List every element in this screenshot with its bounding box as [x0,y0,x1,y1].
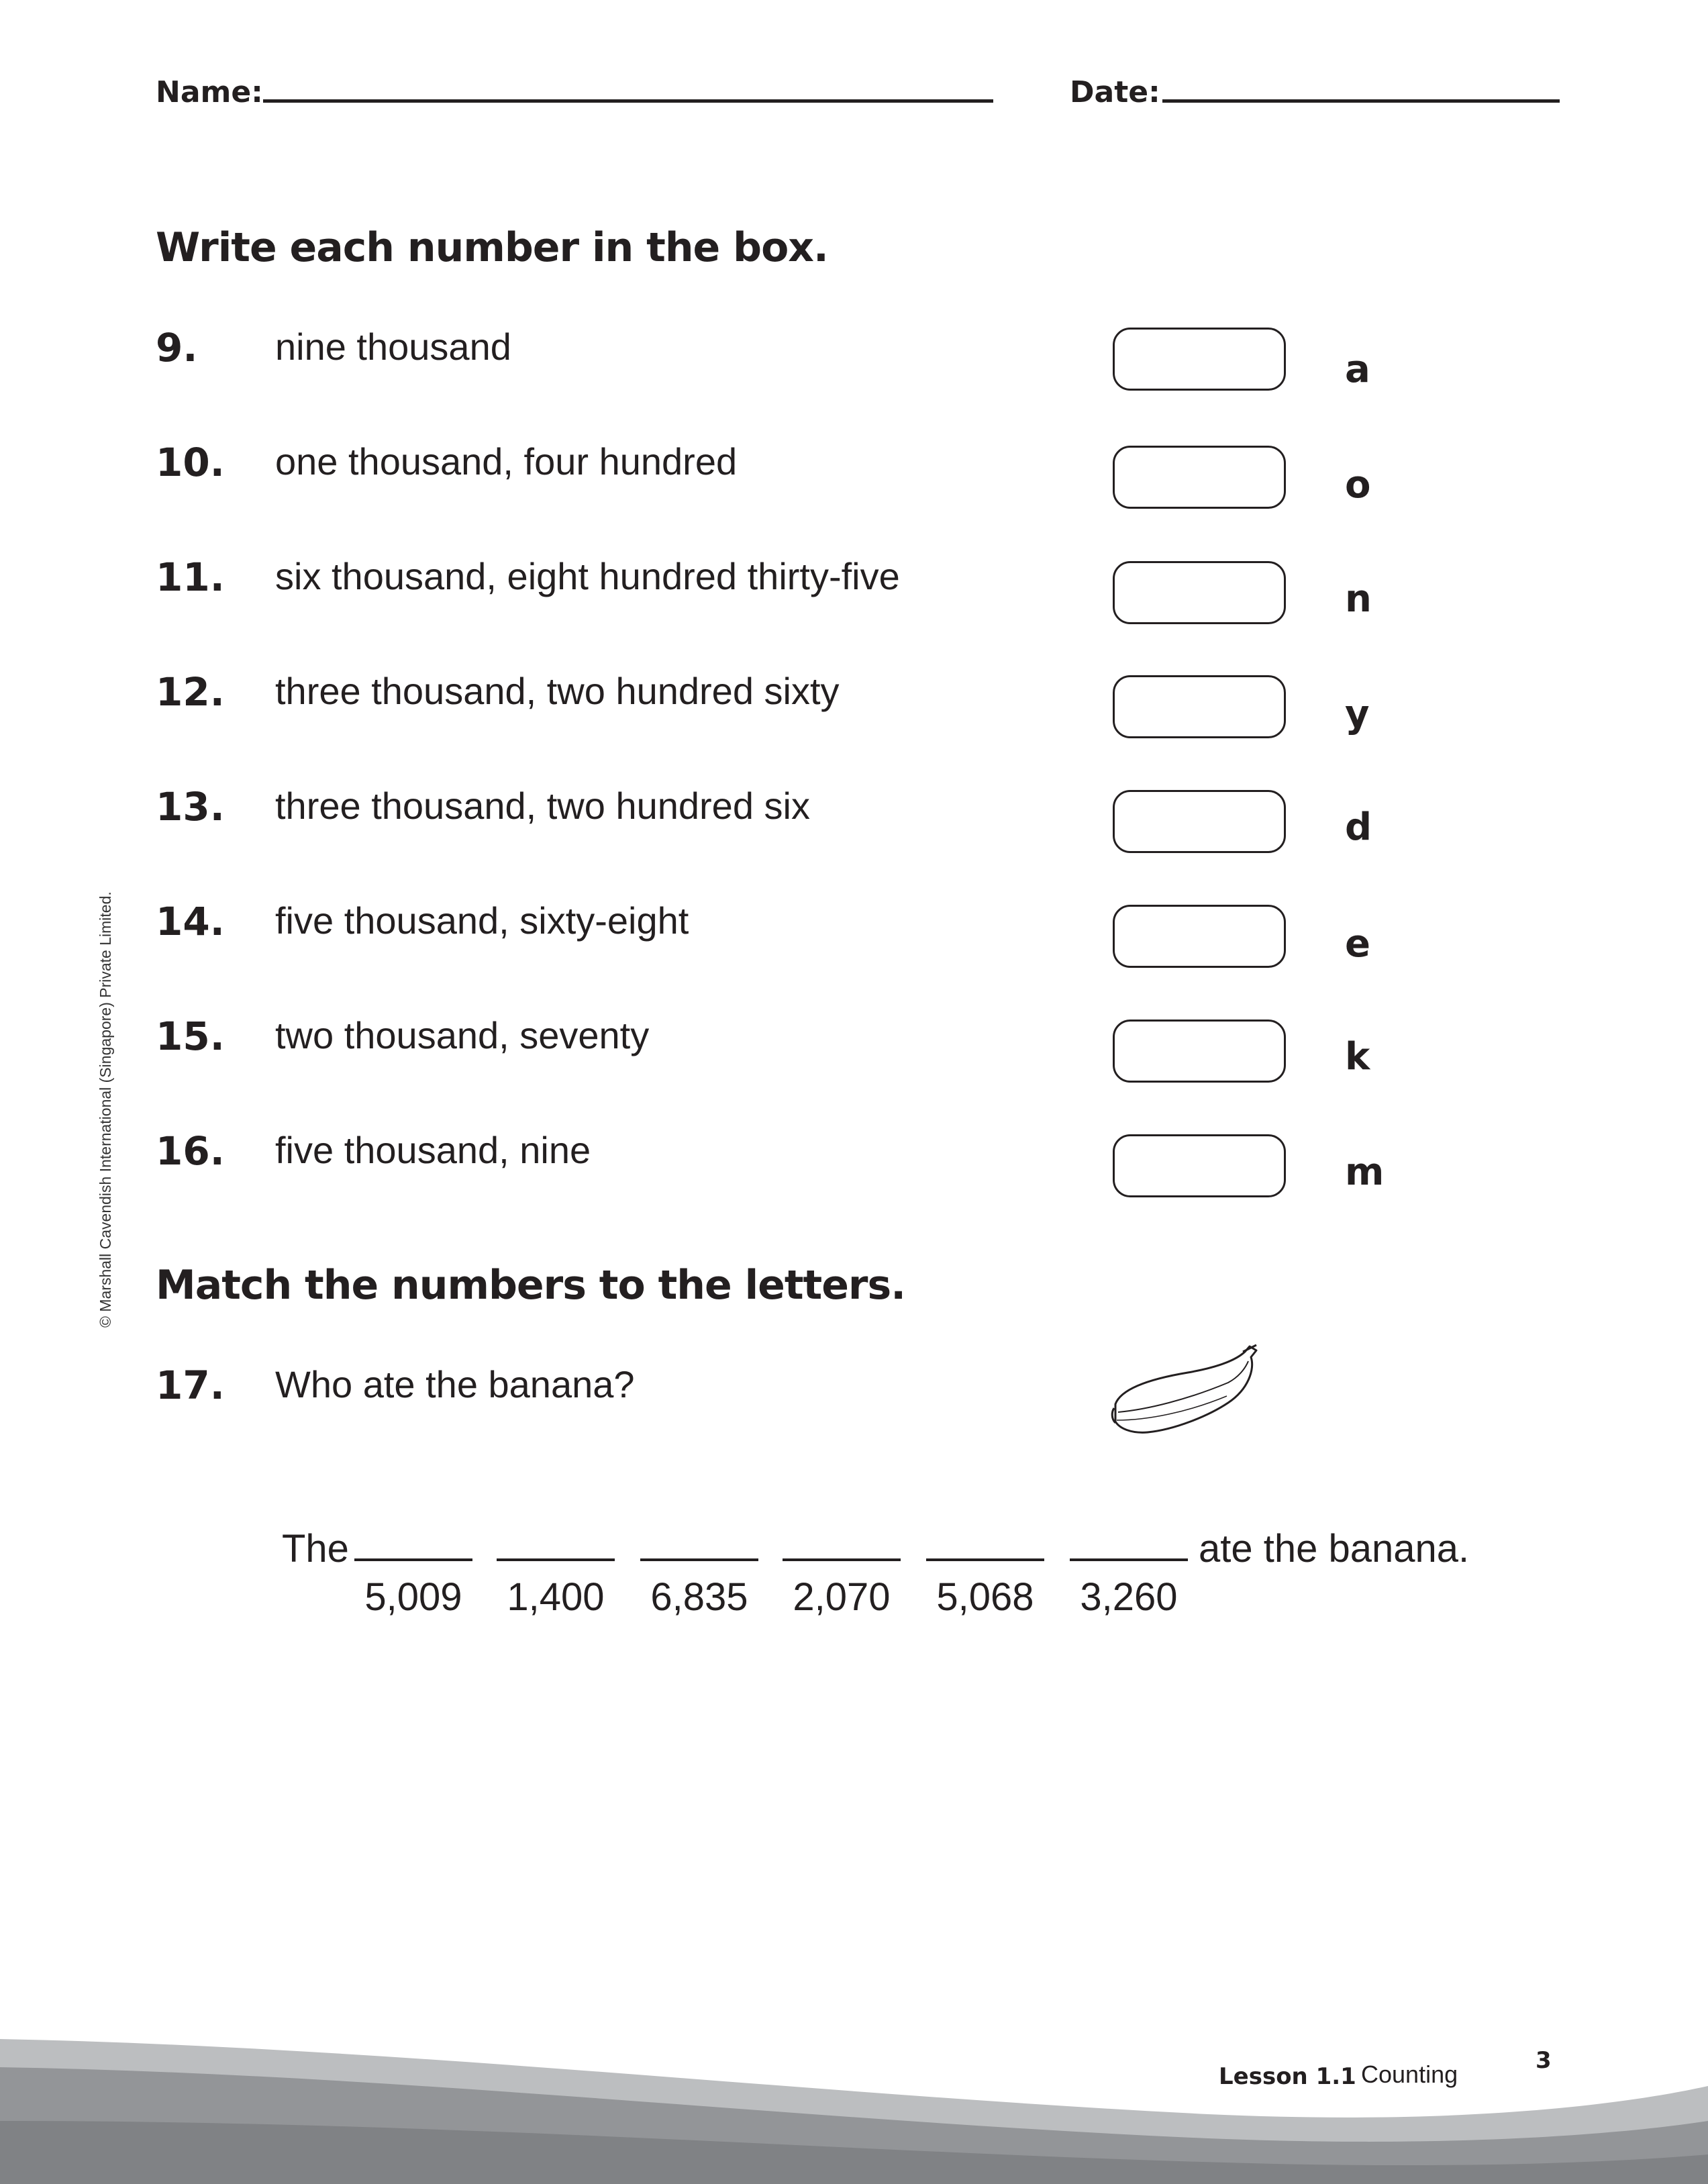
answer-box[interactable] [1113,905,1286,968]
question-number: 17. [156,1362,225,1408]
blank-number: 6,835 [650,1575,748,1619]
blank-number: 1,400 [507,1575,605,1619]
question-number: 13. [156,784,225,830]
answer-box[interactable] [1113,1020,1286,1083]
banana-icon [1107,1342,1282,1443]
question-text: six thousand, eight hundred thirty-five [275,555,900,597]
question-number: 9. [156,325,198,370]
sentence-start: The [282,1527,349,1571]
letter-blank[interactable] [354,1558,472,1561]
date-line[interactable] [1162,99,1560,103]
question-number: 10. [156,440,225,485]
page-number: 3 [1536,2047,1552,2074]
question-text: two thousand, seventy [275,1014,650,1056]
copyright-text: © Marshall Cavendish International (Singapore) Private Limited. [97,891,114,1328]
question-text: five thousand, sixty-eight [275,899,689,942]
answer-letter: k [1345,1035,1370,1079]
date-label: Date: [1070,75,1160,109]
blank-number: 5,068 [936,1575,1034,1619]
question-text: nine thousand [275,326,511,368]
letter-blank[interactable] [783,1558,901,1561]
topic-label: Counting [1361,2061,1458,2088]
question-text: three thousand, two hundred sixty [275,670,840,712]
question-number: 11. [156,554,225,600]
footer-wave [0,2020,1708,2184]
answer-letter: e [1345,922,1370,966]
question-text: three thousand, two hundred six [275,785,810,827]
answer-letter: a [1345,348,1370,391]
question-number: 16. [156,1128,225,1174]
letter-blank[interactable] [926,1558,1044,1561]
blank-number: 2,070 [793,1575,891,1619]
answer-box[interactable] [1113,790,1286,853]
answer-box[interactable] [1113,328,1286,391]
lesson-label: Lesson 1.1 [1219,2063,1356,2090]
letter-blank[interactable] [1070,1558,1188,1561]
answer-letter: m [1345,1150,1385,1194]
question-text: one thousand, four hundred [275,440,738,483]
section2-title: Match the numbers to the letters. [156,1262,905,1309]
letter-blank[interactable] [640,1558,758,1561]
question-number: 12. [156,669,225,715]
answer-box[interactable] [1113,675,1286,738]
sentence-end: ate the banana. [1199,1527,1470,1571]
answer-letter: d [1345,805,1372,849]
answer-box[interactable] [1113,1134,1286,1197]
answer-letter: n [1345,577,1372,621]
section1-title: Write each number in the box. [156,224,828,271]
answer-letter: y [1345,693,1370,736]
answer-letter: o [1345,463,1371,507]
blank-number: 5,009 [364,1575,462,1619]
question-number: 14. [156,899,225,944]
letter-blank[interactable] [497,1558,615,1561]
question-text: Who ate the banana? [275,1363,635,1405]
question-number: 15. [156,1013,225,1059]
answer-box[interactable] [1113,561,1286,624]
blank-number: 3,260 [1080,1575,1178,1619]
answer-box[interactable] [1113,446,1286,509]
name-label: Name: [156,75,263,109]
copyright-container [94,871,121,1328]
question-text: five thousand, nine [275,1129,591,1171]
name-line[interactable] [263,99,993,103]
